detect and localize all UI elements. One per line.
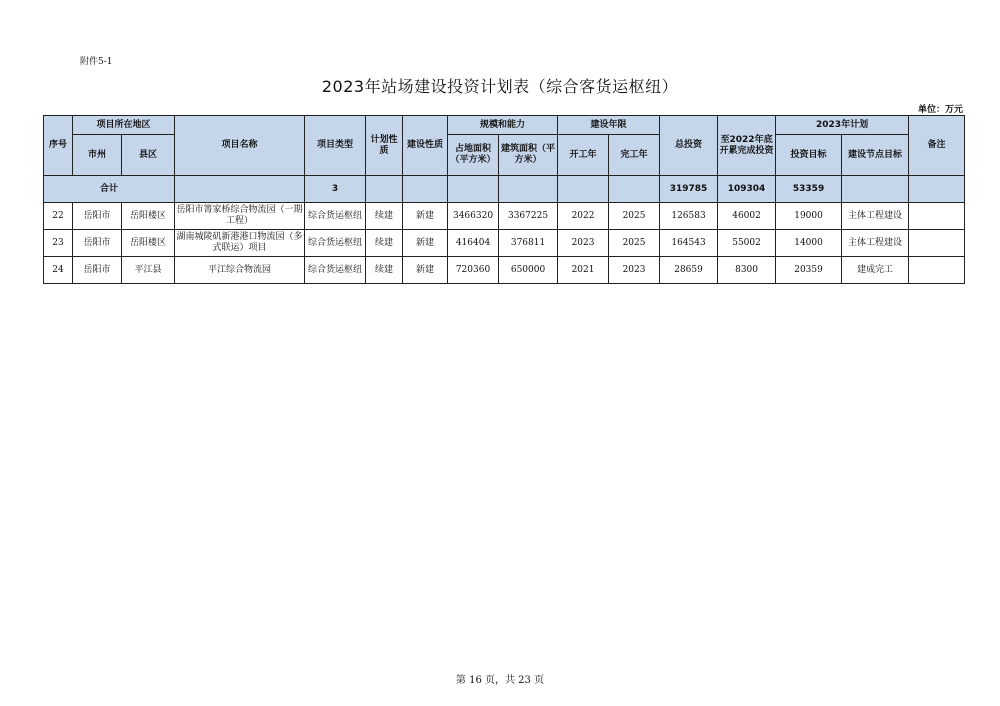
cell-type: 综合货运枢纽: [305, 203, 366, 230]
cell-city: 岳阳市: [73, 230, 122, 257]
cell-invest-target: 14000: [776, 230, 842, 257]
total-cell: [609, 176, 660, 203]
table-row: [44, 203, 965, 230]
col-total-invest: 总投资: [660, 116, 718, 176]
total-label: 合计: [44, 176, 175, 203]
cell-plan-nature: 续建: [366, 230, 403, 257]
total-invest: 319785: [660, 176, 718, 203]
total-cell: [175, 176, 305, 203]
cell-remark: [909, 230, 965, 257]
cell-seq: 24: [44, 257, 73, 284]
cell-seq: 22: [44, 203, 73, 230]
cell-land-area: 3466320: [448, 203, 499, 230]
cell-node-target: 主体工程建设: [842, 230, 909, 257]
col-years: 建设年限: [558, 116, 660, 135]
col-completed-2022: 至2022年底开累完成投资: [718, 116, 776, 176]
total-cell: [403, 176, 448, 203]
header-row-1: [44, 116, 965, 135]
cell-build-area: 650000: [499, 257, 558, 284]
attachment-label: 附件5-1: [80, 57, 113, 67]
cell-completed-2022: 55002: [718, 230, 776, 257]
col-region: 项目所在地区: [73, 116, 175, 135]
cell-county: 岳阳楼区: [122, 203, 175, 230]
cell-start-year: 2021: [558, 257, 609, 284]
cell-county: 岳阳楼区: [122, 230, 175, 257]
col-remark: 备注: [909, 116, 965, 176]
cell-remark: [909, 257, 965, 284]
col-build-area: 建筑面积（平方米）: [499, 135, 558, 176]
cell-build-area: 376811: [499, 230, 558, 257]
col-city: 市州: [73, 135, 122, 176]
cell-node-target: 主体工程建设: [842, 203, 909, 230]
col-name: 项目名称: [175, 116, 305, 176]
total-cell: [448, 176, 499, 203]
cell-build-area: 3367225: [499, 203, 558, 230]
cell-start-year: 2023: [558, 230, 609, 257]
cell-start-year: 2022: [558, 203, 609, 230]
cell-land-area: 720360: [448, 257, 499, 284]
cell-city: 岳阳市: [73, 257, 122, 284]
cell-name: 岳阳市箐家桥综合物流园（一期工程）: [175, 203, 305, 230]
investment-plan-table: [43, 115, 965, 284]
table-row: [44, 257, 965, 284]
total-cell: [842, 176, 909, 203]
cell-completed-2022: 46002: [718, 203, 776, 230]
cell-build-nature: 新建: [403, 203, 448, 230]
cell-type: 综合货运枢纽: [305, 230, 366, 257]
cell-total-invest: 126583: [660, 203, 718, 230]
total-count: 3: [305, 176, 366, 203]
cell-end-year: 2025: [609, 230, 660, 257]
cell-plan-nature: 续建: [366, 257, 403, 284]
cell-land-area: 416404: [448, 230, 499, 257]
page-title: 2023年站场建设投资计划表（综合客货运枢纽）: [321, 77, 679, 96]
unit-label: 单位：万元: [917, 105, 963, 115]
cell-name: 平江综合物流园: [175, 257, 305, 284]
table-row: [44, 230, 965, 257]
cell-plan-nature: 续建: [366, 203, 403, 230]
col-invest-target: 投资目标: [776, 135, 842, 176]
col-land-area: 占地面积（平方米）: [448, 135, 499, 176]
page-number: 第 16 页，共 23 页: [455, 675, 545, 686]
col-build-nature: 建设性质: [403, 116, 448, 176]
total-completed-2022: 109304: [718, 176, 776, 203]
cell-invest-target: 19000: [776, 203, 842, 230]
total-cell: [909, 176, 965, 203]
col-county: 县区: [122, 135, 175, 176]
cell-completed-2022: 8300: [718, 257, 776, 284]
cell-city: 岳阳市: [73, 203, 122, 230]
col-plan-nature: 计划性质: [366, 116, 403, 176]
col-type: 项目类型: [305, 116, 366, 176]
total-invest-target: 53359: [776, 176, 842, 203]
total-cell: [366, 176, 403, 203]
cell-type: 综合货运枢纽: [305, 257, 366, 284]
col-node-target: 建设节点目标: [842, 135, 909, 176]
cell-invest-target: 20359: [776, 257, 842, 284]
cell-total-invest: 164543: [660, 230, 718, 257]
col-scale: 规模和能力: [448, 116, 558, 135]
cell-build-nature: 新建: [403, 257, 448, 284]
cell-build-nature: 新建: [403, 230, 448, 257]
total-cell: [558, 176, 609, 203]
cell-node-target: 建成完工: [842, 257, 909, 284]
total-cell: [499, 176, 558, 203]
cell-total-invest: 28659: [660, 257, 718, 284]
col-end-year: 完工年: [609, 135, 660, 176]
cell-end-year: 2023: [609, 257, 660, 284]
cell-end-year: 2025: [609, 203, 660, 230]
col-plan-2023: 2023年计划: [776, 116, 909, 135]
cell-county: 平江县: [122, 257, 175, 284]
col-start-year: 开工年: [558, 135, 609, 176]
col-seq: 序号: [44, 116, 73, 176]
total-row: [44, 176, 965, 203]
cell-name: 湖南城陵矶新港港口物流园（多式联运）项目: [175, 230, 305, 257]
cell-remark: [909, 203, 965, 230]
cell-seq: 23: [44, 230, 73, 257]
